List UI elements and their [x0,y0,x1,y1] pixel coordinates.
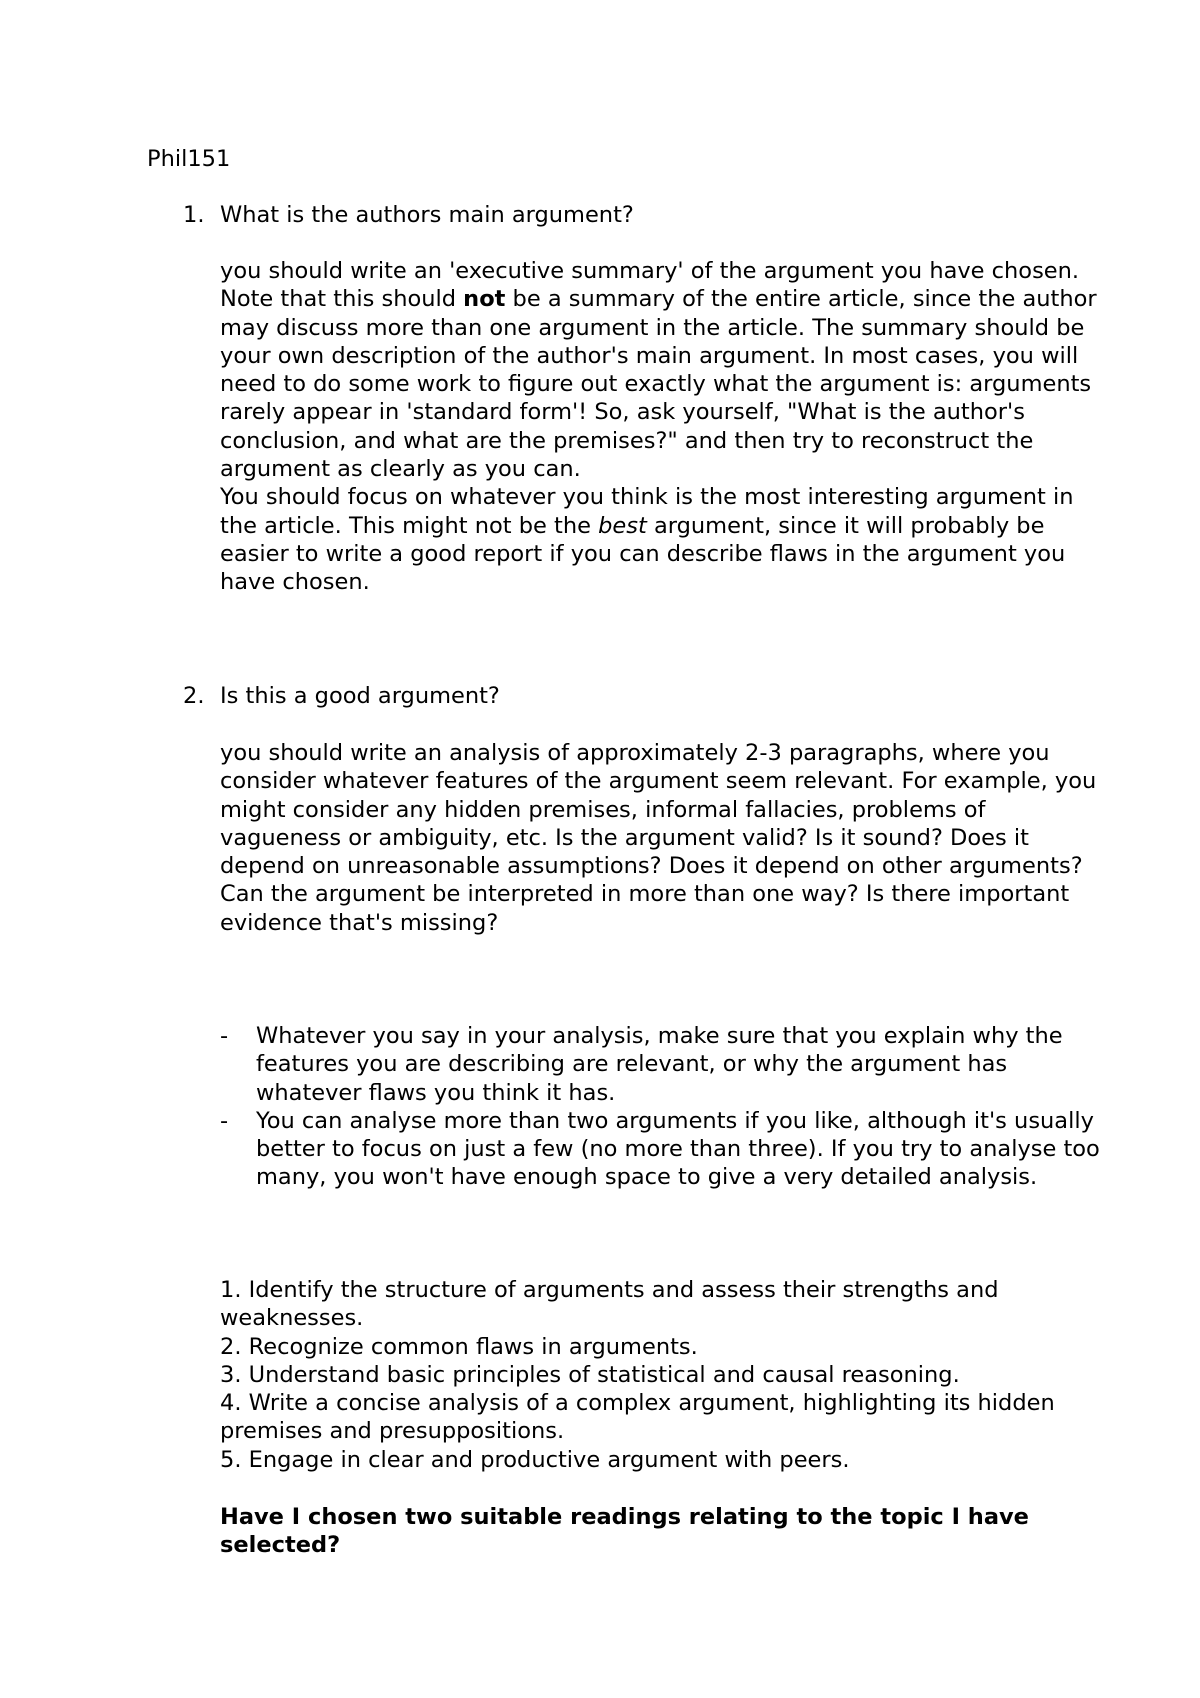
question-2-number: 2. [183,683,205,709]
final-question: Have I chosen two suitable readings relating to the topic I have selected? [220,1504,1029,1559]
dash-marker: - [220,1023,229,1049]
question-1-text: What is the authors main argument? [220,202,634,228]
emphasis-not: not [463,286,506,313]
question-1-number: 1. [183,202,205,228]
question-1-answer [220,257,1100,597]
list-item: - You can analyse more than two arguments if you like, although it's usually better to focus on just a few (no more than three). If you try to analyse too many, you won't have enough space to give a very detailed analysis. [220,1107,1100,1191]
question-2-paragraph-1: you should write an analysis of approximately 2-3 paragraphs, where you consider whatever features of the argument seem relevant. For example, you might consider any hidden premises, informal fallacies, problems of vagueness or ambiguity, etc. Is the argument valid? Is it sound? Does it depend on unreasonable assumptions? Does it depend on other arguments? Can the argument be interpreted in more than one way? Is there important evidence that's missing? [220,740,1097,936]
list-item: - Whatever you say in your analysis, make sure that you explain why the features you are describing are relevant, or why the argument has whatever flaws you think it has. [220,1023,1063,1106]
advice-list [220,1022,1100,1192]
emphasis-best: best [598,512,647,539]
dash-marker: - [220,1107,229,1134]
list-item: 1. Identify the structure of arguments and assess their strengths and weaknesses. [220,1277,999,1332]
list-item: 5. Engage in clear and productive argument with peers. [220,1446,850,1473]
course-code: Phil151 [147,146,231,172]
learning-outcomes [220,1276,1100,1474]
list-item: 4. Write a concise analysis of a complex argument, highlighting its hidden premises and presuppositions. [220,1390,1055,1445]
question-2-text: Is this a good argument? [220,683,500,709]
question-1-paragraph-2: You should focus on whatever you think is the most interesting argument in the article. This might not be the best argument, since it will probably be easier to write a good report if you can describe flaws in the argument you have chosen. [220,484,1074,596]
list-item: 3. Understand basic principles of statistical and causal reasoning. [220,1361,960,1388]
question-1-paragraph-1: you should write an 'executive summary' of the argument you have chosen. Note that this should not be a summary of the entire article, since the author may discuss more than one argument in the article. The summary should be your own description of the author's main argument. In most cases, you will need to do some work to figure out exactly what the argument is: arguments rarely appear in 'standard form'! So, ask yourself, "What is the author's conclusion, and what are the premises?" and then try to reconstruct the argument as clearly as you can. [220,258,1097,483]
list-item: 2. Recognize common flaws in arguments. [220,1333,698,1360]
question-2-answer [220,739,1100,937]
